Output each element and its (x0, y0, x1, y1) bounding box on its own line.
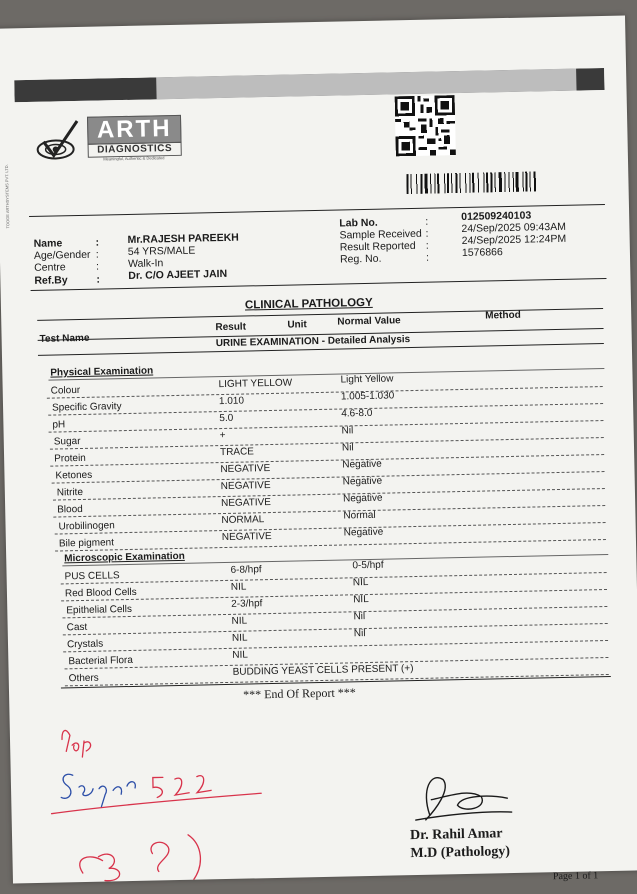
normal-value-cell: 0-5/hpf (352, 559, 384, 572)
test-name-cell: Urobilinogen (58, 520, 115, 533)
normal-value-cell: Negative (343, 526, 384, 539)
test-name-cell: Others (68, 672, 99, 685)
normal-value-cell: Negative (342, 492, 383, 505)
sample-received-label: Sample Received (339, 227, 422, 242)
result-cell: NIL (230, 581, 247, 593)
ref-label: Ref.By (34, 274, 68, 287)
test-name-cell: Bacterial Flora (68, 654, 133, 668)
patient-centre: Walk-In (127, 257, 164, 270)
result-cell: LIGHT YELLOW (218, 377, 293, 391)
result-cell: 1.010 (218, 395, 245, 408)
lab-no-label: Lab No. (339, 216, 378, 230)
report-sheet (0, 15, 637, 883)
result-cell: NEGATIVE (220, 463, 271, 476)
signatory-name: Dr. Rahil Amar (409, 826, 503, 844)
normal-value-cell: Light Yellow (340, 373, 394, 386)
test-name-cell: Bile pigment (58, 537, 115, 550)
normal-value-cell: Nil (341, 442, 354, 454)
reported-sep: : (425, 239, 429, 252)
normal-value-cell: Nil (353, 628, 366, 640)
col-unit: Unit (287, 319, 307, 331)
lab-sep: : (425, 215, 429, 228)
test-name-cell: Sugar (53, 435, 81, 448)
name-label: Name (33, 237, 63, 250)
name-sep: : (95, 236, 100, 249)
result-cell: NIL (232, 649, 248, 661)
received-sep: : (425, 227, 429, 240)
signatory-qualification: M.D (Pathology) (410, 844, 511, 862)
panel-title: URINE EXAMINATION - Detailed Analysis (215, 334, 411, 350)
test-name-cell: Protein (54, 452, 86, 465)
col-result: Result (215, 321, 247, 334)
col-normal-value: Normal Value (337, 315, 401, 328)
patient-age-gender: 54 YRS/MALE (127, 244, 196, 258)
handwritten-red-sugar-value (153, 775, 211, 797)
department-title: CLINICAL PATHOLOGY (244, 296, 373, 312)
test-name-cell: Crystals (66, 638, 104, 651)
result-cell: 6-8/hpf (230, 564, 262, 576)
result-cell: NORMAL (221, 514, 265, 527)
test-name-cell: Nitrite (56, 486, 84, 499)
reg-no-value: 1576866 (461, 246, 503, 259)
result-cell: + (219, 429, 226, 442)
page-number: Page 1 of 1 (552, 870, 599, 883)
normal-value-cell: Nil (353, 611, 366, 623)
test-name-cell: Specific Gravity (51, 401, 122, 414)
test-name-cell: Colour (50, 384, 81, 397)
ink-annotations (0, 15, 637, 883)
result-reported-value: 24/Sep/2025 12:24PM (461, 232, 567, 247)
col-method: Method (485, 309, 521, 322)
test-name-cell: Ketones (55, 469, 93, 482)
signature-image (415, 776, 512, 820)
result-cell: NIL (231, 632, 248, 644)
result-reported-label: Result Reported (339, 239, 416, 254)
result-cell: NEGATIVE (220, 497, 272, 510)
ref-doctor: Dr. C/O AJEET JAIN (128, 267, 228, 282)
test-name-cell: PUS CELLS (64, 570, 120, 583)
test-name-cell: Cast (66, 621, 88, 634)
normal-value-cell: Negative (342, 475, 383, 488)
result-cell: NEGATIVE (220, 480, 271, 493)
sample-received-value: 24/Sep/2025 09:43AM (461, 220, 567, 235)
end-of-report: *** End Of Report *** (242, 685, 356, 702)
brand-name: ARTH (87, 115, 182, 145)
result-cell: 2-3/hpf (231, 598, 263, 610)
patient-name: Mr.RAJESH PAREEKH (127, 231, 239, 246)
normal-value-cell: NIL (353, 593, 369, 606)
lab-no-value: 012509240103 (461, 209, 532, 223)
normal-value-cell: 4.6-8.0 (341, 407, 373, 420)
centre-label: Centre (34, 261, 66, 274)
ref-sep: : (96, 273, 101, 286)
test-name-cell: Blood (57, 503, 83, 516)
result-cell: NEGATIVE (221, 531, 272, 544)
normal-value-cell: Negative (342, 458, 382, 471)
reg-sep: : (425, 251, 430, 264)
side-imprint: TOOGE ARTHSYSTEMS PVT. LTD. (3, 164, 11, 229)
normal-value-cell: Normal (343, 509, 376, 522)
handwritten-blue-notes (61, 773, 136, 808)
reg-no-label: Reg. No. (339, 252, 382, 266)
test-name-cell: pH (52, 419, 66, 431)
result-cell: TRACE (219, 446, 255, 459)
test-name-cell: Epithelial Cells (66, 603, 133, 617)
normal-value-cell: 1.005-1.030 (340, 390, 395, 403)
brand-subtitle: DIAGNOSTICS (88, 142, 182, 158)
result-cell: BUDDING YEAST CELLS PRESENT (+) (232, 663, 414, 678)
microscopic-section-title: Microscopic Examination (64, 550, 185, 565)
handwritten-red-notes (50, 726, 263, 883)
test-name-cell: Red Blood Cells (64, 586, 137, 600)
age-sep: : (95, 248, 99, 261)
physical-section-title: Physical Examination (50, 365, 154, 379)
brand-tagline: Meaningful, Authentic & Dedicated (103, 155, 165, 162)
age-label: Age/Gender (33, 248, 91, 262)
result-cell: NIL (231, 615, 248, 627)
normal-value-cell: NIL (352, 576, 369, 589)
result-cell: 5.0 (219, 412, 234, 425)
normal-value-cell: Nil (341, 425, 354, 437)
centre-sep: : (95, 260, 100, 273)
